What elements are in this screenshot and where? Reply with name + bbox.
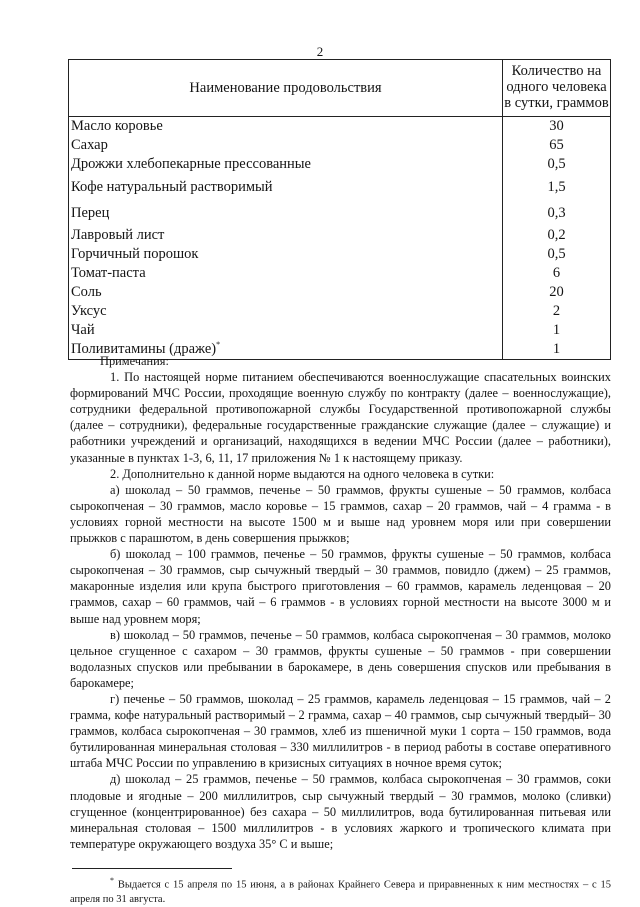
quantity-cell: 0,5 (503, 155, 611, 174)
table-row (69, 283, 611, 302)
note-paragraph: 2. Дополнительно к данной норме выдаются на одного человека в сутки: (110, 466, 495, 481)
table-row (69, 302, 611, 321)
notes-section (70, 353, 611, 852)
table-row (69, 264, 611, 283)
footnote-mark: * (110, 876, 114, 885)
food-name-cell: Горчичный порошок (69, 245, 503, 264)
quantity-cell: 1 (503, 340, 611, 360)
note-paragraph: а) шоколад – 50 граммов, печенье – 50 граммов, фрукты сушеные – 50 граммов, колбаса сырокопченая – 30 граммов, масло коровье – 15 граммов, сахар – 20 граммов, чай – 4 грамма - в условиях горной местности на высоте 1500 м и выше над уровнем моря или при совершении прыжков с парашютом, в день совершения прыжков; (70, 482, 611, 546)
food-name-cell: Дрожжи хлебопекарные прессованные (69, 155, 503, 174)
table-row (69, 117, 611, 137)
food-name-cell: Чай (69, 321, 503, 340)
quantity-cell: 6 (503, 264, 611, 283)
note-paragraph: в) шоколад – 50 граммов, печенье – 50 граммов, колбаса сырокопченая – 30 граммов, молоко цельное сгущенное с сахаром – 30 граммов, фрукты сушеные – 50 граммов - при совершении водолазных спусков или пребывании в барокамере, в день совершения спусков или пребывания в барокамере; (70, 627, 611, 690)
note-paragraph: 1. По настоящей норме питанием обеспечиваются военнослужащие спасательных воинских формирований МЧС России, проходящие военную службу по контракту (далее – военнослужащие), сотрудники федеральной противопожарной службы Государственной противопожарной службы (далее – сотрудники), федеральные государственные гражданские служащие (далее – служащие) и работники учреждений и организаций, находящихся в ведении МЧС России (далее – работники), указанные в пунктах 1-3, 6, 11, 17 приложения № 1 к настоящему приказу. (70, 370, 611, 465)
table-row (69, 174, 611, 200)
food-name-cell: Перец (69, 200, 503, 226)
quantity-cell: 20 (503, 283, 611, 302)
footnote-mark: * (216, 340, 221, 350)
table-header-row (69, 60, 611, 117)
notes-title: Примечания: (100, 354, 169, 368)
food-name-cell: Соль (69, 283, 503, 302)
note-paragraph: г) печенье – 50 граммов, шоколад – 25 граммов, карамель леденцовая – 15 граммов, чай – 2 грамма, кофе натуральный растворимый – 2 грамма, сахар – 40 граммов, сыр сычужный твердый– 30 граммов, колбаса сырокопченая – 30 граммов, хлеб из пшеничной муки 1 сорта – 150 граммов, вода бутилированная минеральная столовая – 330 миллилитров - в период работы в составе оперативного штаба МЧС России по управлению в кризисных ситуациях в ночное время суток; (70, 691, 611, 771)
table-row (69, 321, 611, 340)
note-paragraph: д) шоколад – 25 граммов, печенье – 50 граммов, колбаса сырокопченая – 30 граммов, соки плодовые и ягодные – 200 миллилитров, сыр сычужный твердый – 30 граммов, молоко (сливки) сгущенное (концентрированное) без сахара – 50 миллилитров, вода бутилированная питьевая или минеральная столовая – 1500 миллилитров - в условиях жаркого и тропического климата при температуре окружающего воздуха 35° С и выше; (70, 772, 611, 851)
footnote-divider (72, 868, 232, 869)
quantity-cell: 1 (503, 321, 611, 340)
table-row (69, 155, 611, 174)
quantity-cell: 65 (503, 136, 611, 155)
quantity-cell: 30 (503, 117, 611, 137)
table-row (69, 136, 611, 155)
table-row (69, 245, 611, 264)
food-name-cell: Лавровый лист (69, 226, 503, 245)
food-norms-table (68, 59, 611, 360)
food-name-cell: Уксус (69, 302, 503, 321)
header-quantity: Количество на одного человека в сутки, граммов (503, 60, 611, 117)
quantity-cell: 1,5 (503, 174, 611, 200)
food-name-cell: Томат-паста (69, 264, 503, 283)
quantity-cell: 0,3 (503, 200, 611, 226)
page-number: 2 (316, 44, 324, 59)
footnote (70, 874, 611, 907)
table-row (69, 200, 611, 226)
food-name-cell: Кофе натуральный растворимый (69, 174, 503, 200)
note-paragraph: б) шоколад – 100 граммов, печенье – 50 граммов, фрукты сушеные – 50 граммов, колбаса сырокопченая – 30 граммов, сыр сычужный твердый – 30 граммов, повидло (джем) – 25 граммов, макаронные изделия или крупа быстрого приготовления – 60 граммов, карамель леденцовая – 20 граммов, сахар – 60 граммов, чай – 6 граммов - в условиях горной местности на высоте 3000 м и выше над уровнем моря; (70, 547, 611, 626)
quantity-cell: 0,2 (503, 226, 611, 245)
food-name-cell: Сахар (69, 136, 503, 155)
food-name-cell: Масло коровье (69, 117, 503, 137)
header-food-name: Наименование продовольствия (69, 60, 503, 117)
quantity-cell: 0,5 (503, 245, 611, 264)
footnote-text: Выдается с 15 апреля по 15 июня, а в районах Крайнего Севера и приравненных к ним местностях – с 15 апреля по 31 августа. (70, 879, 611, 905)
table-row (69, 226, 611, 245)
quantity-cell: 2 (503, 302, 611, 321)
food-name-text: Поливитамины (драже) (71, 341, 217, 358)
